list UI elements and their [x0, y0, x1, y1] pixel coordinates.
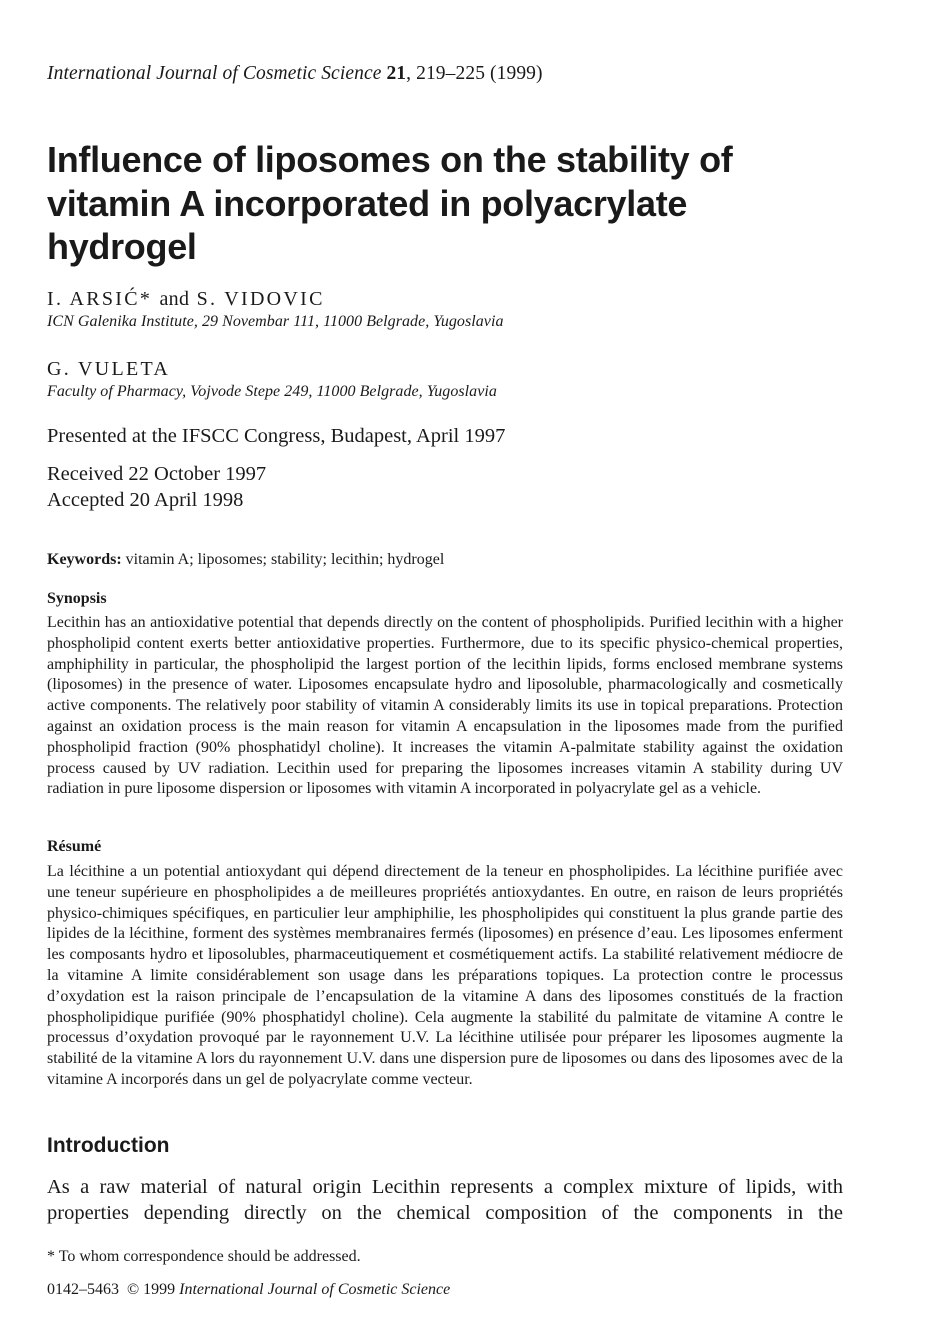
synopsis-text: Lecithin has an antioxidative potential that depends directly on the content of phospholipids. Purified lecithin with a higher phospholipid content exerts better antioxidative properties. Furthermore, due to its specific physico-chemical properties, amphiphility in particular, the phospholipid the largest portion of the lecithin lipids, forms enclosed membrane systems (liposomes) in the presence of water. Liposomes encapsulate hydro and liposoluble, pharmacologically and cosmetically active components. The relatively poor stability of vitamin A considerably limits its use in topical preparations. Protection against an oxidation process is the main reason for vitamin A encapsulation in the liposomes made from the purified phospholipid fraction (90% phosphatidyl choline). It increases the vitamin A-palmitate stability against the oxidation process caused by UV radiation. Lecithin used for preparing the liposomes increases vitamin A stability during UV radiation in pure liposome dispersion or liposomes with vitamin A incorporated in polyacrylate gel as a vehicle. — [47, 614, 843, 798]
page-footer — [47, 1281, 450, 1299]
copyright: © 1999 — [127, 1281, 176, 1298]
keywords — [47, 551, 444, 569]
journal-pages: 219–225 — [416, 63, 486, 84]
resume-text: La lécithine a un potential antioxydant qui dépend directement de la teneur en phospholipides. La lécithine purifiée avec une teneur supérieure en phospholipides a de meilleures propriétés antioxydantes. En outre, en raison de leurs propriétés physico-chimiques spécifiques, en particulier leur amphiphilie, les phospholipides qui constituent la plus grande partie des lipides de la lécithine, forment des systèmes membranaires fermés (liposomes) en présence d’eau. Les liposomes enferment les composants hydro et liposolubles, pharmaceutiquement et cosmétiquement actifs. La stabilité relativement médiocre de la vitamine A limite considérablement son usage dans les préparations topiques. La protection contre le processus d’oxydation est la raison principale de l’encapsulation de la vitamine A dans des liposomes constitués de la fraction phospholipidique purifiée (90% phosphatidyl choline). Cela augmente la stabilité du palmitate de vitamine A contre le processus d’oxydation provoqué par le rayonnement U.V. La lécithine utilisée pour préparer les liposomes augmente la stabilité de la vitamine A lors du rayonnement U.V. dans une dispersion pure de liposomes ou dans des liposomes avec de la vitamine A incorporés dans un gel de polyacrylate comme vecteur. — [47, 863, 843, 1088]
author-line-2 — [47, 358, 170, 381]
paper-title: Influence of liposomes on the stability of vitamin A incorporated in polyacrylate hydrogel — [47, 139, 733, 267]
author-vuleta: G. VULETA — [47, 358, 171, 380]
affiliation-1: ICN Galenika Institute, 29 Novembar 111, 11000 Belgrade, Yugoslavia — [47, 313, 504, 330]
author-arsic: I. ARSIĆ* — [47, 288, 153, 310]
issn-code: 0142–5463 — [47, 1281, 119, 1298]
journal-volume: 21 — [386, 63, 407, 84]
synopsis-heading: Synopsis — [47, 590, 107, 607]
introduction-heading: Introduction — [47, 1134, 170, 1157]
accepted-date: Accepted 20 April 1998 — [47, 489, 244, 511]
correspondence-footnote: * To whom correspondence should be addressed. — [47, 1248, 361, 1265]
presented-note: Presented at the IFSCC Congress, Budapest, April 1997 — [47, 425, 506, 447]
resume-heading: Résumé — [47, 838, 102, 855]
footer-journal: International Journal of Cosmetic Science — [179, 1281, 451, 1298]
affiliation-2: Faculty of Pharmacy, Vojvode Stepe 249, 11000 Belgrade, Yugoslavia — [47, 383, 497, 400]
keywords-text: vitamin A; liposomes; stability; lecithin; hydrogel — [125, 551, 445, 568]
keywords-label: Keywords: — [47, 551, 122, 568]
author-and: and — [159, 288, 190, 310]
author-vidovic: S. VIDOVIC — [196, 288, 325, 310]
introduction-text: As a raw material of natural origin Lecithin represents a complex mixture of lipids, with properties depending directly on the chemical composition of the components in the — [47, 1176, 843, 1224]
journal-header: International Journal of Cosmetic Science 21, 219–225 (1999) — [47, 63, 543, 84]
journal-year: (1999) — [490, 63, 543, 84]
received-date: Received 22 October 1997 — [47, 463, 267, 485]
author-line-1 — [47, 288, 325, 311]
journal-name: International Journal of Cosmetic Science — [47, 63, 382, 84]
